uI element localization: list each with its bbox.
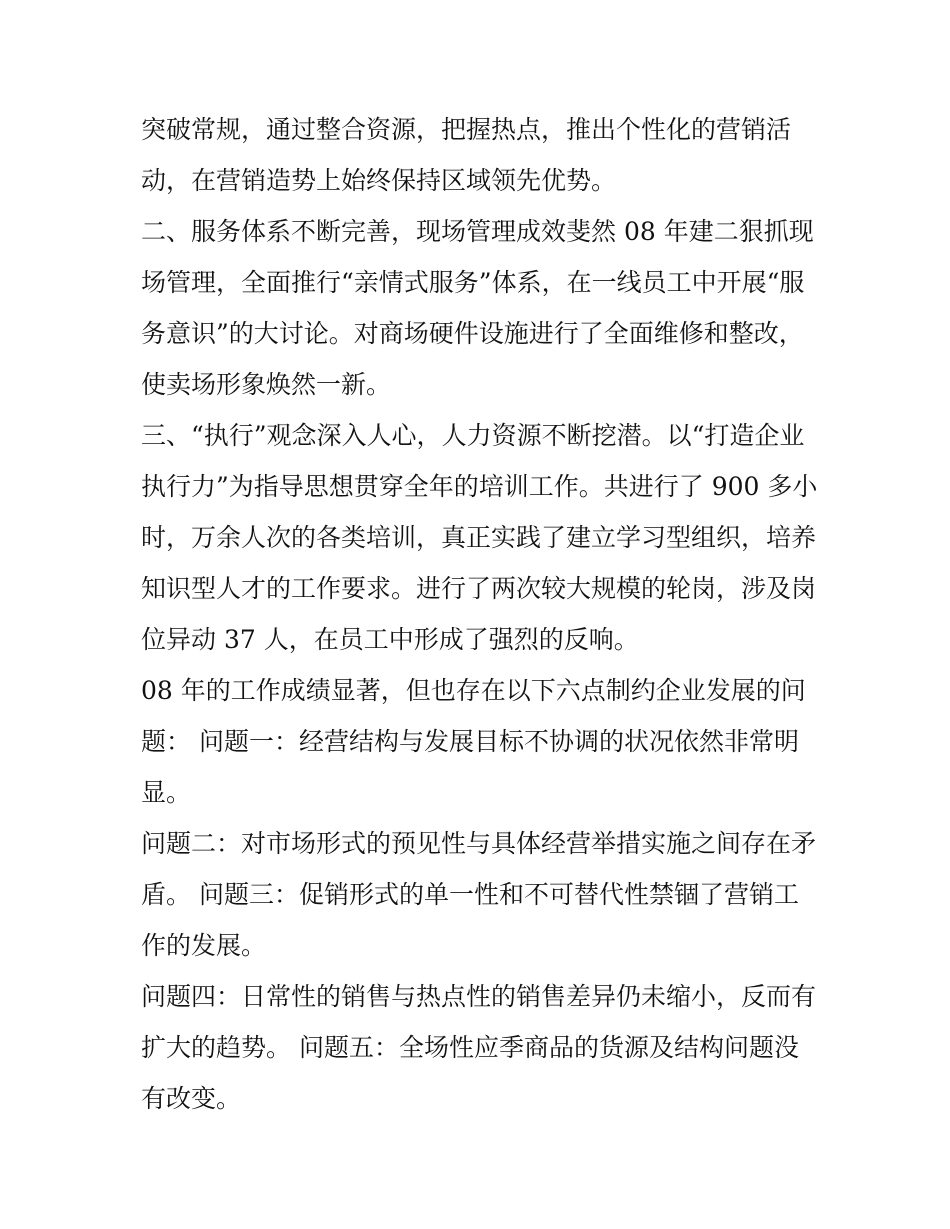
text-line: 时，万余人次的各类培训，真正实践了建立学习型组织，培养 — [141, 523, 817, 552]
text-line: 场管理，全面推行“亲情式服务”体系，在一线员工中开展“服 — [141, 268, 805, 297]
text-line: 08 年的工作成绩显著，但也存在以下六点制约企业发展的问 — [141, 676, 806, 705]
text-line: 问题四：日常性的销售与热点性的销售差异仍未缩小，反而有 — [141, 982, 817, 1011]
text-line: 二、服务体系不断完善，现场管理成效斐然 08 年建二狠抓现 — [141, 217, 814, 246]
text-line: 盾。 问题三：促销形式的单一性和不可替代性禁锢了营销工 — [141, 880, 799, 909]
text-line: 显。 — [141, 778, 192, 807]
paragraph-marketing — [141, 104, 821, 206]
text-line: 务意识”的大讨论。对商场硬件设施进行了全面维修和整改， — [141, 319, 804, 348]
paragraph-problems-two-three — [141, 818, 821, 971]
text-line: 执行力”为指导思想贯穿全年的培训工作。共进行了 900 多小 — [141, 472, 818, 501]
text-line: 突破常规，通过整合资源，把握热点，推出个性化的营销活 — [141, 115, 792, 144]
paragraph-problems-four-five — [141, 971, 821, 1124]
text-line: 动，在营销造势上始终保持区域领先优势。 — [141, 166, 617, 195]
paragraph-service-system — [141, 206, 821, 410]
text-line: 问题二：对市场形式的预见性与具体经营举措实施之间存在矛 — [141, 829, 817, 858]
text-line: 有改变。 — [141, 1084, 242, 1113]
text-line: 题： 问题一：经营结构与发展目标不协调的状况依然非常明 — [141, 727, 799, 756]
paragraph-execution — [141, 410, 821, 665]
text-line: 三、“执行”观念深入人心，人力资源不断挖潜。以“打造企业 — [141, 421, 805, 450]
text-line: 扩大的趋势。 问题五：全场性应季商品的货源及结构问题没 — [141, 1033, 799, 1062]
paragraph-problems-intro — [141, 665, 821, 818]
document-body — [141, 104, 821, 1124]
text-line: 作的发展。 — [141, 931, 267, 960]
text-line: 位异动 37 人，在员工中形成了强烈的反响。 — [141, 625, 639, 654]
text-line: 使卖场形象焕然一新。 — [141, 370, 392, 399]
text-line: 知识型人才的工作要求。进行了两次较大规模的轮岗，涉及岗 — [141, 574, 817, 603]
